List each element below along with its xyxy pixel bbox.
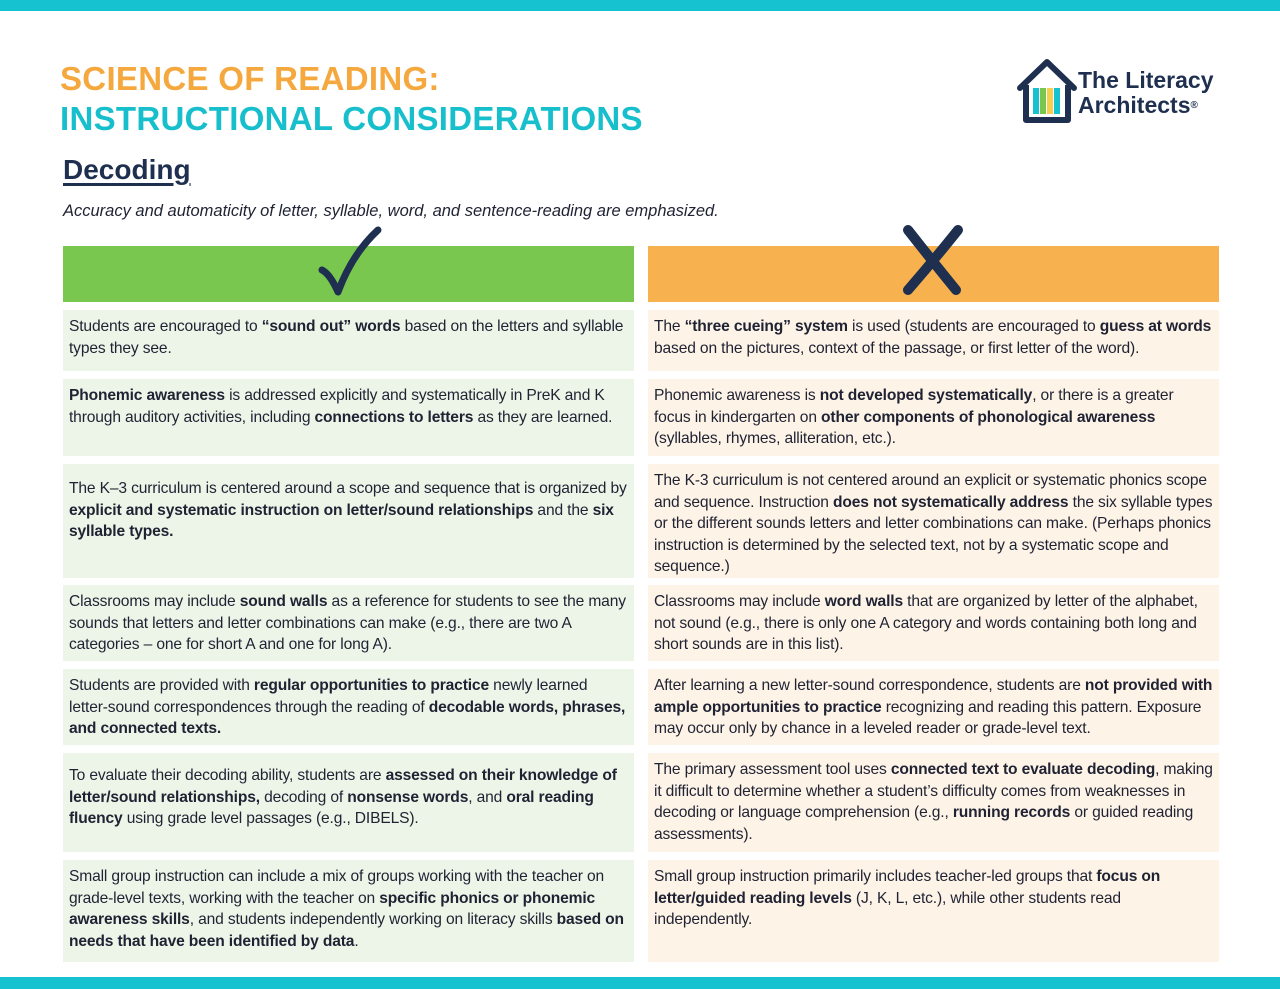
do-cell [63, 753, 634, 852]
logo-line-2 [1078, 93, 1214, 118]
top-accent-bar [0, 0, 1280, 11]
cell-text: the six syllable types or the different sounds letters and letter combinations can make. (Perhaps phonics instruction is determined by the selected text, not by a systematic scope and sequence.) [654, 493, 1213, 575]
dont-cell [648, 860, 1219, 962]
cell-text: Classrooms may include [69, 593, 240, 610]
cell-text: recognizing and reading this pattern. Exposure may occur only by chance in a leveled reader or grade-level text. [654, 698, 1202, 737]
emphasized-text: connections to letters [314, 408, 474, 426]
emphasized-text: oral reading fluency [69, 788, 594, 827]
cell-text: as a reference for students to see the many sounds that letters and letter combinations can make (e.g., there are two A categories – one for short A and one for long A). [69, 593, 626, 653]
cell-text: Small group instruction can include a mix of groups working with the teacher on grade-level texts, working with the teacher on [69, 868, 605, 907]
emphasized-text: “three cueing” system [684, 318, 848, 335]
checkmark-icon [316, 224, 386, 300]
emphasized-text: running records [952, 804, 1071, 821]
section-subtitle: Accuracy and automaticity of letter, syllable, word, and sentence-reading are emphasized. [63, 202, 719, 220]
cell-text: (J, K, L, etc.), while other students read independently. [654, 889, 1121, 928]
emphasized-text: six syllable types. [69, 501, 614, 540]
emphasized-text: other components of phonological awareness [821, 408, 1156, 426]
emphasized-text: does not systematically address [833, 493, 1069, 511]
emphasized-text: Phonemic awareness [69, 387, 225, 404]
cell-text: To evaluate their decoding ability, students are [69, 767, 386, 784]
emphasized-text: assessed on their knowledge of letter/sound relationships, [69, 767, 617, 806]
emphasized-text: nonsense words [347, 788, 469, 806]
emphasized-text: sound walls [239, 593, 328, 610]
do-cell [63, 310, 634, 371]
cell-text: The K-3 curriculum is not centered around an explicit or systematic phonics scope and sequence. Instruction [654, 472, 1207, 511]
cell-text: based on the pictures, context of the passage, or first letter of the word). [654, 339, 1140, 357]
emphasized-text: based on needs that have been identified by data [69, 911, 624, 950]
cell-text: (syllables, rhymes, alliteration, etc.). [654, 430, 896, 447]
cell-text: and the [533, 501, 593, 519]
cell-text: Students are provided with [69, 677, 254, 694]
cell-text: , and students independently working on literacy skills [189, 911, 557, 928]
dont-cell [648, 310, 1219, 371]
cell-text: . [354, 932, 359, 950]
emphasized-text: word walls [824, 593, 903, 610]
cell-text: The primary assessment tool uses [654, 761, 891, 778]
cell-text: using grade level passages (e.g., DIBELS). [122, 810, 419, 827]
emphasized-text: “sound out” words [261, 318, 401, 335]
do-cell [63, 860, 634, 962]
logo [1016, 58, 1236, 128]
do-cell [63, 379, 634, 456]
emphasized-text: explicit and systematic instruction on letter/sound relationships [69, 501, 534, 519]
logo-wordmark [1078, 68, 1214, 118]
cell-text: decoding of [259, 788, 348, 806]
cell-text: , making it difficult to determine whether a student’s difficulty comes from weaknesses in decoding or language comprehension (e.g., [654, 761, 1213, 821]
emphasized-text: regular opportunities to practice [253, 677, 489, 694]
do-cell [63, 585, 634, 661]
section-title: Decoding [63, 154, 191, 185]
cell-text: that are organized by letter of the alphabet, not sound (e.g., there is only one A category and words containing both long and short sounds are in this list). [654, 593, 1198, 653]
emphasized-text: guess at words [1099, 318, 1212, 335]
title-line-2: INSTRUCTIONAL CONSIDERATIONS [60, 100, 643, 137]
dont-cell [648, 464, 1219, 578]
emphasized-text: not provided with ample opportunities to practice [654, 677, 1213, 716]
do-cell [63, 669, 634, 745]
dont-cell [648, 669, 1219, 745]
registered-mark: ® [1190, 100, 1198, 111]
cell-text: , or there is a greater focus in kindergarten on [654, 387, 1174, 426]
cell-text: is addressed explicitly and systematically in PreK and K through auditory activities, including [69, 387, 605, 426]
cell-text: Small group instruction primarily includes teacher-led groups that [654, 868, 1097, 885]
emphasized-text: not developed systematically [819, 387, 1033, 404]
cell-text: After learning a new letter-sound correspondence, students are [654, 677, 1085, 694]
cell-text: , and [468, 788, 507, 806]
cell-text: Phonemic awareness is [654, 387, 820, 404]
cell-text: The [654, 318, 685, 335]
emphasized-text: decodable words, phrases, and connected texts. [69, 698, 626, 737]
x-mark-icon [898, 224, 968, 296]
cell-text: or guided reading assessments). [654, 804, 1194, 843]
cell-text: based on the letters and syllable types they see. [69, 318, 624, 357]
cell-text: The K–3 curriculum is centered around a scope and sequence that is organized by [69, 480, 627, 497]
title-line-1: SCIENCE OF READING: [60, 60, 440, 97]
cell-text: as they are learned. [473, 408, 613, 426]
cell-text: newly learned letter-sound correspondences through the reading of [69, 677, 588, 716]
emphasized-text: specific phonics or phonemic awareness skills [69, 889, 596, 928]
dont-cell [648, 753, 1219, 852]
logo-line-1: The Literacy [1078, 67, 1214, 93]
emphasized-text: focus on letter/guided reading levels [654, 868, 1161, 907]
dont-cell [648, 379, 1219, 456]
do-cell [63, 464, 634, 578]
bottom-accent-bar [0, 977, 1280, 989]
house-with-books-icon [1016, 58, 1078, 126]
dont-cell [648, 585, 1219, 661]
cell-text: is used (students are encouraged to [847, 318, 1100, 335]
logo-line-2-text: Architects [1078, 92, 1191, 118]
cell-text: Students are encouraged to [69, 318, 262, 335]
emphasized-text: connected text to evaluate decoding [890, 761, 1156, 778]
cell-text: Classrooms may include [654, 593, 825, 610]
